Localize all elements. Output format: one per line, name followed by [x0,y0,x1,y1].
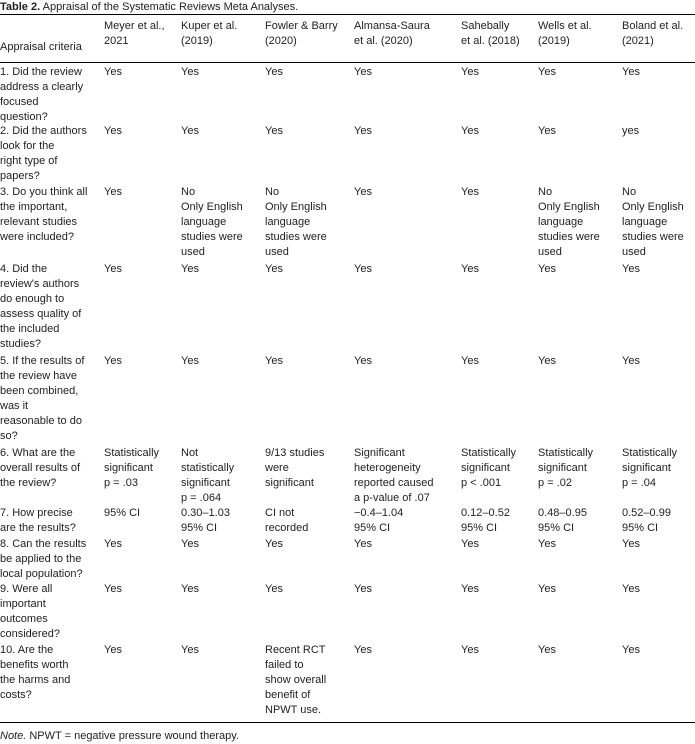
header-rule [0,62,695,63]
table-cell: Yes [265,66,283,78]
table-cell: Yes [104,538,122,550]
table-cell: Yes [104,355,122,367]
table-cell: Yes [104,263,122,275]
table-cell: Yes [181,583,199,595]
table-cell: Yes [461,583,479,595]
table-cell: Yes [354,538,372,550]
caption-label: Table 2. [0,1,41,13]
table-cell: 0.48–0.95 95% CI [538,507,587,534]
table-cell: Yes [622,355,640,367]
column-header: Kuper et al. (2019) [181,20,238,47]
bottom-rule [0,722,695,723]
table-cell: Yes [461,263,479,275]
table-cell: Yes [354,263,372,275]
table-cell: 0.12–0.52 95% CI [461,507,510,534]
table-cell: Yes [538,644,556,656]
table-cell: Yes [354,125,372,137]
top-rule [0,14,695,15]
criteria-cell: 9. Were all important outcomes considered? [0,583,60,640]
criteria-cell: 7. How precise are the results? [0,507,76,534]
table-cell: Yes [265,263,283,275]
table-cell: Yes [181,263,199,275]
column-header: Appraisal criteria [0,41,82,53]
table-cell: Yes [181,125,199,137]
table-note [0,729,239,744]
column-header: Fowler & Barry (2020) [265,20,338,47]
table-cell: Yes [104,66,122,78]
criteria-cell: 4. Did the review's authors do enough to assess quality of the included studies? [0,263,82,350]
table-cell: Yes [622,263,640,275]
table-cell: Yes [538,263,556,275]
table-cell: Yes [538,125,556,137]
column-header: Sahebally et al. (2018) [461,20,520,47]
column-header: Wells et al. (2019) [538,20,592,47]
table-cell: Yes [181,644,199,656]
column-header: Meyer et al., 2021 [104,20,165,47]
table-cell: Yes [461,355,479,367]
table-cell: yes [622,125,640,137]
table-cell: −0.4–1.04 95% CI [354,507,404,534]
criteria-cell: 1. Did the review address a clearly focused question? [0,66,84,123]
table-cell: No Only English language studies were used [538,186,600,258]
criteria-cell: 6. What are the overall results of the review? [0,447,81,489]
table-cell: Significant heterogeneity reported caused a p-value of .07 [354,447,434,504]
criteria-cell: 10. Are the benefits worth the harms and costs? [0,644,71,701]
column-header: Boland et al. (2021) [622,20,684,47]
table-cell: Statistically significant p = .04 [622,447,678,489]
table-cell: Recent RCT failed to show overall benefit of NPWT use. [265,644,327,716]
table-cell: Yes [265,583,283,595]
table-cell: Yes [622,538,640,550]
table-cell: 0.30–1.03 95% CI [181,507,230,534]
note-label: Note. [0,730,27,742]
table-cell: 0.52–0.99 95% CI [622,507,671,534]
table-cell: Yes [265,125,283,137]
table-cell: Yes [622,66,640,78]
table-cell: Yes [461,538,479,550]
table-cell: No Only English language studies were used [265,186,327,258]
note-text: NPWT = negative pressure wound therapy. [29,730,239,742]
table-cell: Yes [461,186,479,198]
table-cell: Yes [181,355,199,367]
table-cell: Yes [354,355,372,367]
caption-text: Appraisal of the Systematic Reviews Meta Analyses. [42,1,299,13]
table-cell: Yes [622,644,640,656]
table-cell: Yes [538,583,556,595]
criteria-cell: 2. Did the authors look for the right type of papers? [0,125,87,182]
table-cell: Yes [461,125,479,137]
table-cell: Yes [538,66,556,78]
table-cell: 9/13 studies were significant [265,447,325,489]
table-cell: Statistically significant p = .02 [538,447,594,489]
table-cell: Statistically significant p = .03 [104,447,160,489]
table-cell: Yes [354,66,372,78]
table-caption [0,0,298,15]
table-cell: Yes [354,186,372,198]
table-cell: CI not recorded [265,507,309,534]
table-cell: Yes [354,644,372,656]
table-cell: No Only English language studies were used [181,186,243,258]
table-cell: Yes [265,355,283,367]
table-cell: Yes [104,186,122,198]
table-cell: 95% CI [104,507,141,519]
table-cell: Yes [538,355,556,367]
criteria-cell: 5. If the results of the review have been combined, was it reasonable to do so? [0,355,85,442]
table-cell: Yes [461,644,479,656]
table-cell: Yes [622,583,640,595]
table-cell: Yes [181,66,199,78]
table-cell: Not statistically significant p = .064 [181,447,235,504]
table-cell: Yes [265,538,283,550]
column-header: Almansa-Saura et al. (2020) [354,20,430,47]
table-cell: Yes [354,583,372,595]
table-cell: No Only English language studies were used [622,186,684,258]
table-cell: Yes [104,125,122,137]
table-cell: Yes [104,583,122,595]
table-cell: Yes [461,66,479,78]
table-cell: Statistically significant p < .001 [461,447,517,489]
table-cell: Yes [104,644,122,656]
table-cell: Yes [538,538,556,550]
table-cell: Yes [181,538,199,550]
criteria-cell: 3. Do you think all the important, relevant studies were included? [0,186,88,243]
criteria-cell: 8. Can the results be applied to the local population? [0,538,87,580]
